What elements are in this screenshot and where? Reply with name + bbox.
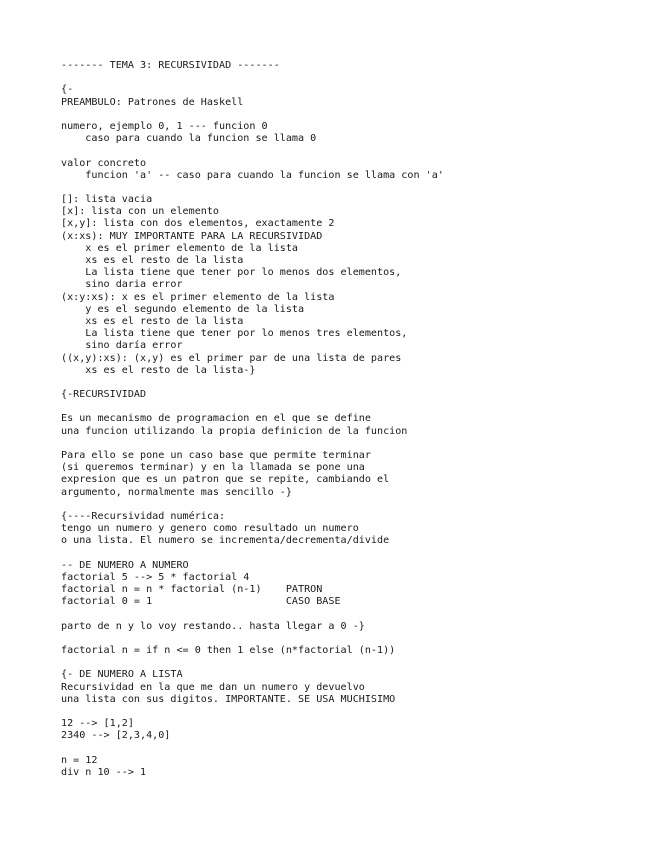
code-line: xs es el resto de la lista (61, 255, 244, 266)
code-line: sino daria error (61, 279, 183, 291)
code-line: funcion 'a' -- caso para cuando la funcion se llama con 'a' (61, 169, 444, 181)
blank-line (61, 548, 444, 560)
blank-line (61, 109, 444, 121)
code-line: (si queremos terminar) y en la llamada se pone una (61, 462, 365, 474)
code-line: {- (61, 84, 74, 96)
code-line: {----Recursividad numérica: (61, 510, 226, 522)
blank-line (61, 377, 444, 389)
code-line: [x,y]: lista con dos elementos, exactamente 2 (61, 218, 335, 230)
code-line: n = 12 (61, 754, 98, 766)
code-line: una lista con sus digitos. IMPORTANTE. SE USA MUCHISIMO (61, 693, 396, 705)
code-line: ------- TEMA 3: RECURSIVIDAD ------- (61, 60, 280, 71)
code-line: tengo un numero y genero como resultado un numero (61, 523, 359, 535)
code-line: 12 --> [1,2] (61, 718, 134, 730)
code-line: factorial n = n * factorial (n-1) PATRON (61, 584, 323, 596)
code-line: {- DE NUMERO A LISTA (61, 669, 183, 681)
blank-line (61, 438, 444, 450)
code-line: una funcion utilizando la propia definicion de la funcion (61, 425, 408, 437)
blank-line (61, 401, 444, 413)
code-line: Recursividad en la que me dan un numero y devuelvo (61, 681, 365, 693)
blank-line (61, 633, 444, 645)
code-line: [x]: lista con un elemento (61, 206, 220, 218)
blank-line (61, 182, 444, 194)
code-line: div n 10 --> 1 (61, 766, 147, 778)
code-line: (x:xs): MUY IMPORTANTE PARA LA RECURSIVIDAD (61, 230, 323, 242)
blank-line (61, 706, 444, 718)
code-line: (x:y:xs): x es el primer elemento de la lista (61, 291, 335, 303)
code-line: xs es el resto de la lista (61, 315, 244, 327)
code-line: parto de n y lo voy restando.. hasta llegar a 0 -} (61, 620, 365, 632)
code-line: La lista tiene que tener por lo menos dos elementos, (61, 267, 402, 279)
code-line: []: lista vacia (61, 194, 153, 206)
code-line: numero, ejemplo 0, 1 --- funcion 0 (61, 120, 268, 132)
code-line: PREAMBULO: Patrones de Haskell (61, 96, 244, 108)
code-line: expresion que es un patron que se repite, cambiando el (61, 474, 390, 486)
code-line: Es un mecanismo de programacion en el que se define (61, 413, 371, 425)
code-listing (61, 60, 444, 779)
blank-line (61, 657, 444, 669)
code-line: factorial 0 = 1 CASO BASE (61, 596, 341, 608)
code-line: caso para cuando la funcion se llama 0 (61, 133, 317, 145)
code-line: x es el primer elemento de la lista (61, 242, 299, 254)
code-line: argumento, normalmente mas sencillo -} (61, 486, 292, 498)
blank-line (61, 499, 444, 511)
blank-line (61, 743, 444, 755)
code-line: o una lista. El numero se incrementa/decrementa/divide (61, 535, 390, 547)
code-line: y es el segundo elemento de la lista (61, 303, 305, 315)
code-line: Para ello se pone un caso base que permite terminar (61, 450, 371, 461)
code-line: sino daría error (61, 340, 183, 352)
blank-line (61, 608, 444, 620)
blank-line (61, 145, 444, 157)
code-line: 2340 --> [2,3,4,0] (61, 730, 171, 742)
code-line: -- DE NUMERO A NUMERO (61, 559, 189, 571)
code-line: ((x,y):xs): (x,y) es el primer par de una lista de pares (61, 352, 402, 364)
code-line: factorial n = if n <= 0 then 1 else (n*factorial (n-1)) (61, 645, 396, 656)
code-line: La lista tiene que tener por lo menos tres elementos, (61, 328, 408, 340)
code-line: valor concreto (61, 157, 147, 169)
code-line: {-RECURSIVIDAD (61, 389, 147, 401)
blank-line (61, 72, 444, 84)
code-line: factorial 5 --> 5 * factorial 4 (61, 571, 250, 583)
code-line: xs es el resto de la lista-} (61, 364, 256, 376)
